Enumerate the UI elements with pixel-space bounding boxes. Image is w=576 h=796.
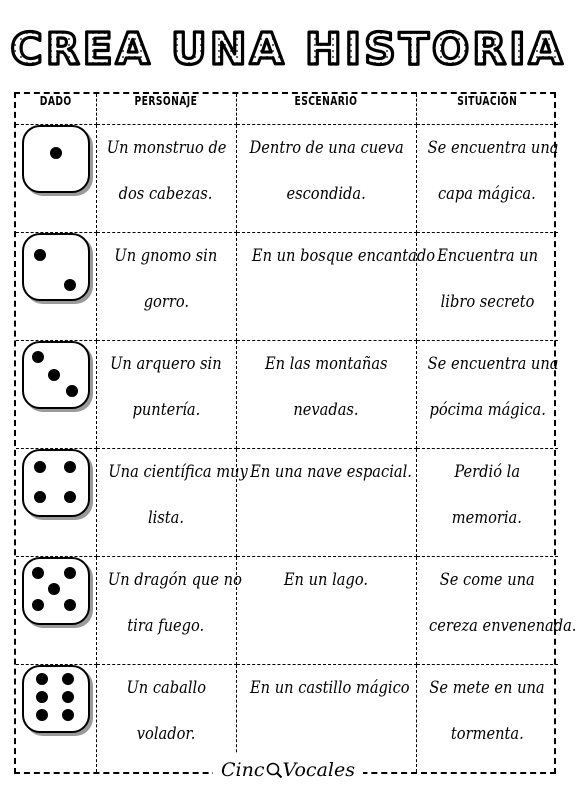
die-pip — [32, 567, 44, 579]
die-pip — [64, 461, 76, 473]
situacion-cell — [416, 341, 558, 449]
situacion-cell — [416, 125, 558, 233]
story-table-frame — [14, 92, 576, 774]
die-2-icon — [22, 233, 90, 301]
die-pip — [48, 583, 60, 595]
table-row — [16, 341, 558, 449]
header-personaje: PERSONAJE — [96, 94, 236, 125]
personaje-cell — [96, 125, 236, 233]
personaje-cell — [96, 341, 236, 449]
brand-logo — [213, 754, 363, 786]
personaje-cell-line: Un dragón que no — [107, 570, 242, 591]
header-escenario: ESCENARIO — [236, 94, 416, 125]
situacion-cell-line: Se encuentra una — [427, 354, 558, 375]
page-title — [0, 6, 576, 86]
personaje-cell-line: Un gnomo sin — [114, 246, 218, 267]
situacion-cell-line: tormenta. — [450, 724, 524, 745]
situacion-cell-line: Perdió la — [454, 462, 521, 483]
header-situacion: SITUACIÓN — [416, 94, 558, 125]
title-text: CREA UNA HISTORIA — [10, 24, 566, 75]
personaje-cell-line: Un caballo — [126, 678, 206, 699]
die-pip — [34, 249, 46, 261]
escenario-cell-line: En una nave espacial. — [249, 462, 412, 483]
personaje-cell-line: tira fuego. — [127, 616, 205, 637]
die-6-icon — [22, 665, 90, 733]
table-row — [16, 557, 558, 665]
table-row — [16, 449, 558, 557]
situacion-cell-line: Se come una — [439, 570, 535, 591]
die-pip — [64, 599, 76, 611]
story-table — [16, 94, 576, 772]
die-pip — [64, 279, 76, 291]
situacion-cell — [416, 557, 576, 665]
die-pip — [64, 567, 76, 579]
die-pip — [48, 369, 60, 381]
header-dado: DADO — [16, 94, 96, 125]
table-row — [16, 125, 558, 233]
footer — [0, 754, 576, 790]
escenario-cell — [236, 449, 416, 557]
situacion-cell — [416, 449, 558, 557]
escenario-cell-line: nevadas. — [293, 400, 359, 421]
brand-left: Cinc — [221, 759, 265, 781]
die-1-icon — [22, 125, 90, 193]
escenario-cell-line: En las montañas — [264, 354, 388, 375]
die-pip — [66, 385, 78, 397]
escenario-cell — [236, 125, 416, 233]
die-cell — [16, 341, 96, 449]
situacion-cell — [416, 233, 558, 341]
escenario-cell — [236, 557, 416, 665]
die-pip — [34, 491, 46, 503]
escenario-cell-line: escondida. — [286, 184, 366, 205]
table-row — [16, 233, 558, 341]
personaje-cell-line: Un arquero sin — [110, 354, 222, 375]
header-row — [16, 94, 558, 125]
die-cell — [16, 125, 96, 233]
die-5-icon — [22, 557, 90, 625]
personaje-cell-line: gorro. — [143, 292, 189, 313]
escenario-cell-line: En un castillo mágico — [249, 678, 410, 699]
situacion-cell-line: capa mágica. — [438, 184, 537, 205]
die-pip — [32, 351, 44, 363]
personaje-cell-line: volador. — [136, 724, 196, 745]
die-pip — [62, 673, 74, 685]
die-cell — [16, 557, 96, 665]
escenario-cell-line: En un bosque encantado — [251, 246, 435, 267]
escenario-cell-line: Dentro de una cueva — [249, 138, 404, 159]
die-pip — [36, 691, 48, 703]
escenario-cell-line: En un lago. — [283, 570, 369, 591]
personaje-cell-line: dos cabezas. — [119, 184, 213, 205]
situacion-cell-line: memoria. — [452, 508, 523, 529]
personaje-cell-line: Una científica muy — [107, 462, 248, 483]
die-pip — [34, 461, 46, 473]
die-4-icon — [22, 449, 90, 517]
personaje-cell-line: Un monstruo de — [106, 138, 226, 159]
brand-right: Vocales — [282, 759, 355, 781]
die-3-icon — [22, 341, 90, 409]
personaje-cell-line: puntería. — [132, 400, 200, 421]
die-pip — [62, 691, 74, 703]
die-pip — [50, 147, 62, 159]
situacion-cell-line: libro secreto — [440, 292, 535, 313]
situacion-cell-line: Encuentra un — [436, 246, 538, 267]
situacion-cell-line: Se mete en una — [429, 678, 545, 699]
personaje-cell — [96, 557, 242, 665]
personaje-cell-line: lista. — [147, 508, 185, 529]
die-pip — [62, 709, 74, 721]
escenario-cell — [236, 341, 416, 449]
situacion-cell-line: pócima mágica. — [429, 400, 546, 421]
situacion-cell-line: cereza envenenada. — [428, 616, 576, 637]
personaje-cell — [96, 233, 236, 341]
situacion-cell-line: Se encuentra una — [427, 138, 558, 159]
die-cell — [16, 233, 96, 341]
die-pip — [64, 491, 76, 503]
die-pip — [32, 599, 44, 611]
die-pip — [36, 709, 48, 721]
die-cell — [16, 449, 96, 557]
escenario-cell — [236, 233, 435, 341]
die-pip — [36, 673, 48, 685]
personaje-cell — [96, 449, 248, 557]
magnifier-icon — [265, 761, 283, 779]
